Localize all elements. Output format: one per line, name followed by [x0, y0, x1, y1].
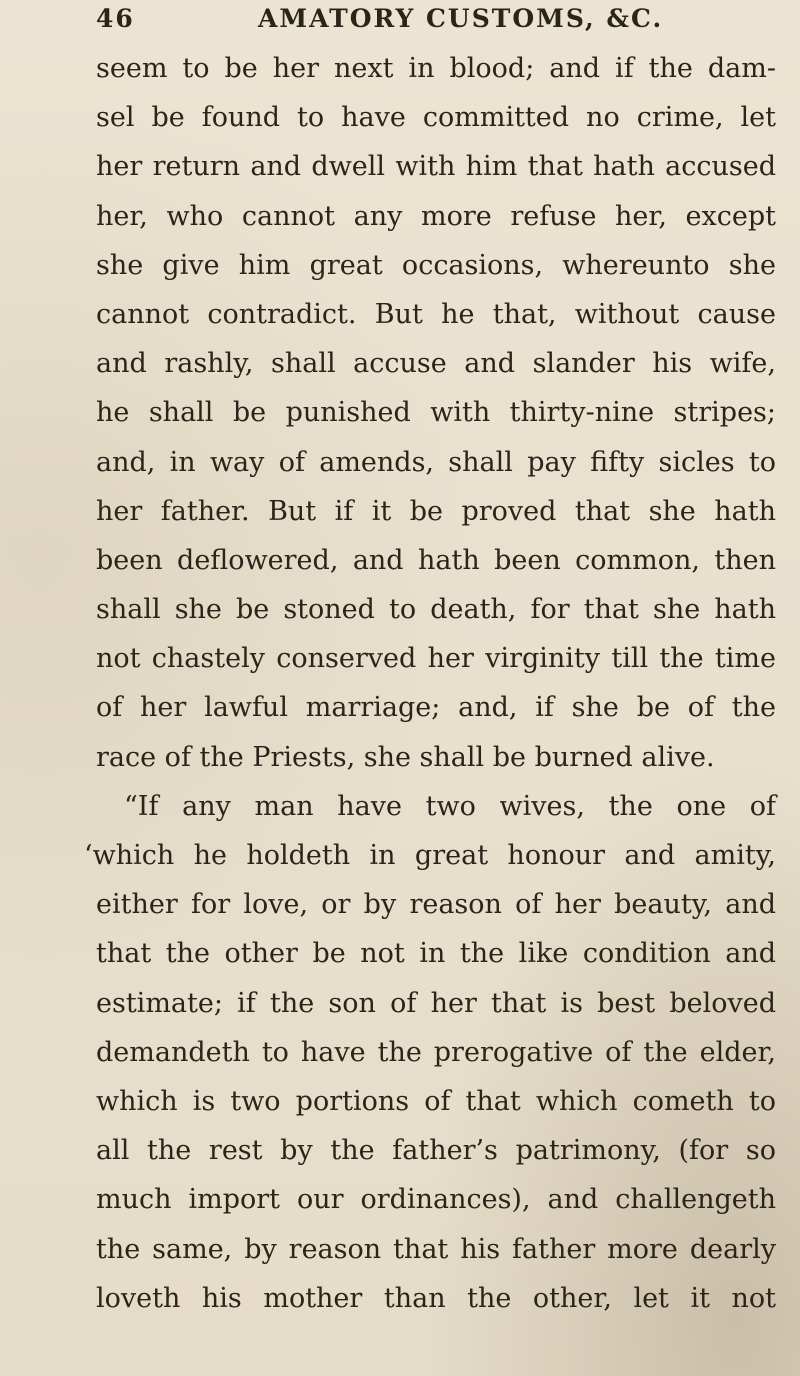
running-head: AMATORY CUSTOMS, &C.: [258, 4, 664, 33]
text-line: she give him great occasions, whereunto she: [96, 249, 776, 281]
text-line: the same, by reason that his father more dearly: [96, 1233, 776, 1265]
text-line: and rashly, shall accuse and slander his wife,: [96, 348, 776, 380]
text-line: her father. But if it be proved that she hath: [96, 495, 776, 527]
text-line: of her lawful marriage; and, if she be of the: [96, 692, 776, 724]
text-line: that the other be not in the like condition and: [96, 938, 776, 970]
body-text: [84, 44, 776, 1323]
text-line: “If any man have two wives, the one of: [124, 790, 776, 822]
page-number: 46: [96, 4, 135, 33]
text-line: estimate; if the son of her that is best beloved: [96, 987, 776, 1019]
text-line: sel be found to have committed no crime, let: [96, 102, 776, 134]
text-line: her, who cannot any more refuse her, except: [96, 200, 776, 232]
text-line: he shall be punished with thirty-nine stripes;: [96, 397, 776, 429]
text-line: her return and dwell with him that hath accused: [96, 151, 776, 183]
text-line: demandeth to have the prerogative of the elder,: [96, 1036, 776, 1068]
text-line: either for love, or by reason of her beauty, and: [96, 889, 776, 921]
text-line: race of the Priests, she shall be burned alive.: [96, 741, 715, 773]
text-line: loveth his mother than the other, let it not: [96, 1282, 776, 1314]
text-line: all the rest by the father’s patrimony, (for so: [96, 1135, 776, 1167]
text-line: shall she be stoned to death, for that she hath: [96, 594, 776, 626]
text-line: cannot contradict. But he that, without cause: [96, 298, 776, 330]
text-line: ‘which he holdeth in great honour and amity,: [84, 840, 776, 871]
text-line: been deflowered, and hath been common, then: [96, 544, 776, 576]
text-line: seem to be her next in blood; and if the dam-: [96, 53, 776, 84]
text-line: not chastely conserved her virginity till the time: [96, 643, 776, 675]
page-header: [96, 4, 736, 44]
text-line: much import our ordinances), and challengeth: [96, 1184, 776, 1216]
text-line: and, in way of amends, shall pay fifty sicles to: [96, 446, 776, 478]
text-line: which is two portions of that which cometh to: [96, 1085, 776, 1117]
